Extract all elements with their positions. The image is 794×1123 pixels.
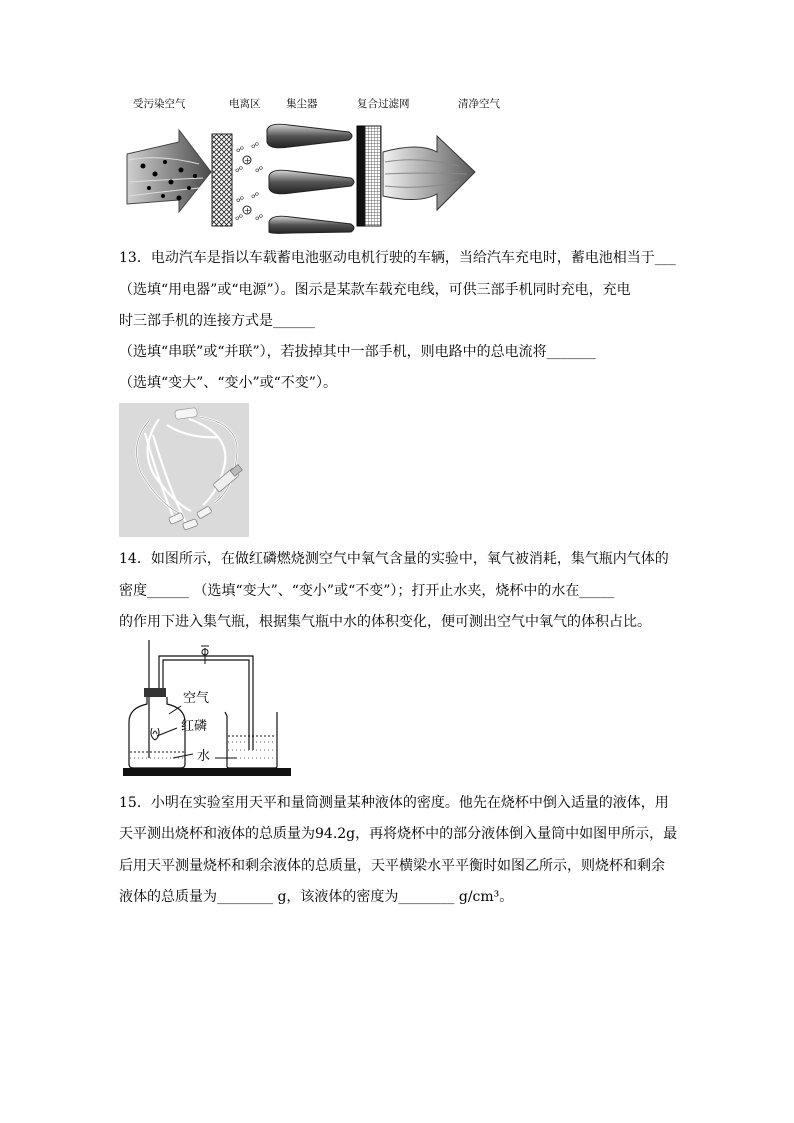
label-ionization-zone: 电离区: [229, 98, 261, 110]
label-polluted-air: 受污染空气: [133, 98, 186, 110]
charging-cable-photo: [119, 403, 249, 537]
polluted-air-arrow: [127, 130, 211, 212]
ion-particles: [235, 141, 263, 222]
composite-filter-mesh: [357, 126, 381, 226]
q14-line-1: 14．如图所示，在做红磷燃烧测空气中氧气含量的实验中，氧气被消耗，集气瓶内气体的: [119, 551, 669, 567]
svg-text:☍: ☍: [236, 195, 245, 204]
svg-text:☍: ☍: [251, 141, 260, 150]
air-purifier-diagram: [119, 92, 519, 234]
svg-text:+: +: [244, 156, 251, 165]
q13-line-4: （选填“串联”或“并联”），若拔掉其中一部手机，则电路中的总电流将_______: [119, 344, 596, 360]
label-clean-air: 清净空气: [458, 98, 500, 110]
svg-text:☍: ☍: [251, 191, 260, 200]
dust-collectors: [267, 124, 354, 233]
svg-text:☍: ☍: [255, 213, 264, 222]
svg-text:☍: ☍: [255, 165, 264, 174]
charging-cable-image: [119, 403, 249, 537]
svg-text:☍: ☍: [235, 165, 244, 174]
q15-line-4: 液体的总质量为________ g，该液体的密度为________ g/cm³。: [119, 889, 514, 905]
clean-air-arrow: [383, 136, 475, 210]
svg-text:+: +: [244, 206, 251, 215]
svg-text:☍: ☍: [236, 145, 245, 154]
label-water: 水: [197, 749, 211, 764]
q15-line-1: 15．小明在实验室用天平和量筒测量某种液体的密度。他先在烧杯中倒入适量的液体，用: [119, 795, 669, 811]
q15-line-2: 天平测出烧杯和液体的总质量为94.2g，再将烧杯中的部分液体倒入量筒中如图甲所示，最: [119, 826, 678, 842]
phosphorus-experiment-figure: [119, 640, 295, 782]
q15-line-3: 后用天平测量烧杯和剩余液体的总质量，天平横梁水平平衡时如图乙所示，则烧杯和剩余: [119, 858, 665, 874]
q13-line-1: 13．电动汽车是指以车载蓄电池驱动电机行驶的车辆，当给汽车充电时，蓄电池相当于___: [119, 250, 676, 266]
label-red-phosphorus: 红磷: [181, 719, 208, 734]
label-dust-collector: 集尘器: [286, 98, 318, 110]
q13-line-5: （选填“变大”、“变小”或“不变”）。: [119, 375, 337, 391]
air-purifier-figure: [119, 92, 519, 234]
label-composite-filter: 复合过滤网: [357, 98, 410, 110]
label-air: 空气: [183, 691, 210, 706]
q13-line-2: （选填“用电器”或“电源”）。图示是某款车载充电线，可供三部手机同时充电，充电: [119, 282, 631, 298]
q14-line-2: 密度______ （选填“变大”、“变小”或“不变”）；打开止水夹，烧杯中的水在_____: [119, 583, 615, 599]
q13-line-3: 时三部手机的连接方式是______: [119, 313, 315, 329]
svg-text:☍: ☍: [235, 213, 244, 222]
ionization-grid: [212, 134, 232, 226]
q14-line-3: 的作用下进入集气瓶，根据集气瓶中水的体积变化，便可测出空气中氧气的体积占比。: [119, 614, 651, 630]
